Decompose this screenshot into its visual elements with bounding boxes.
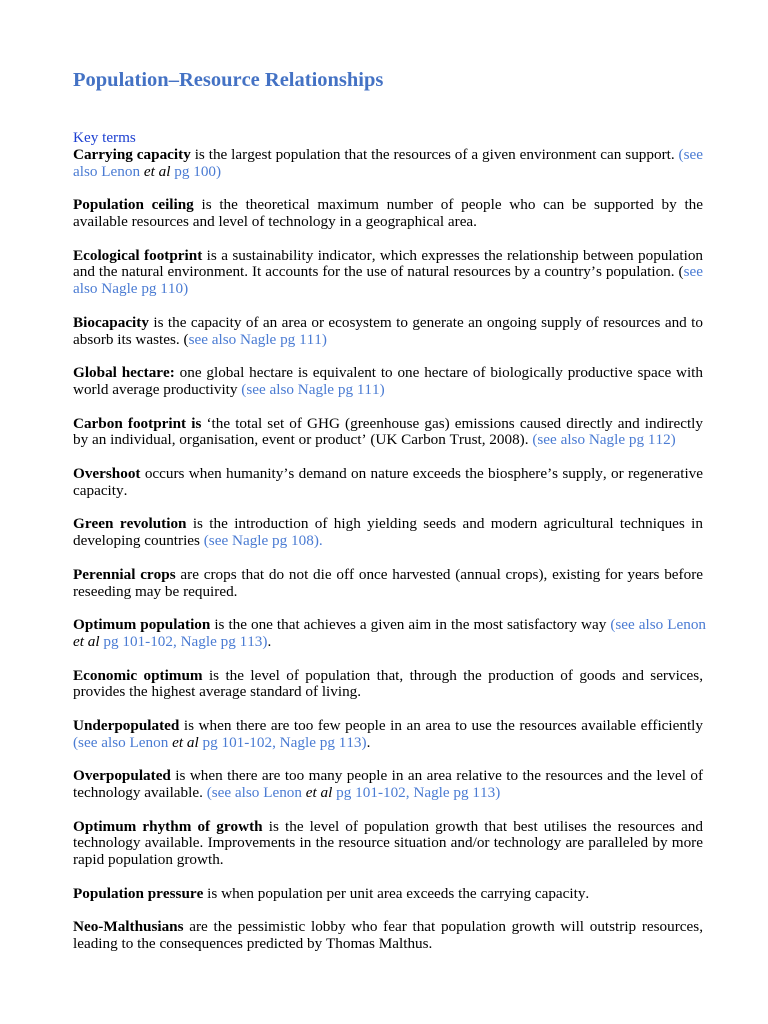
term-definition: is the theoretical maximum number of people who can be supported by the available resources and level of technology in a geographical area. [73, 196, 703, 230]
reference-note: (see also Nagle pg 111) [241, 380, 385, 398]
term-definition: is a sustainability indicator, which expresses the relationship between population and the natural environment. It accounts for the use of natural resources by a country’s population. ( [73, 246, 704, 281]
reference-italic: et al [172, 733, 199, 751]
term-entry [73, 668, 703, 702]
reference-note: (see also Lenon [73, 145, 703, 180]
term-entry [73, 315, 703, 349]
term-entry [73, 819, 703, 869]
term-entry [73, 768, 703, 802]
reference-note: see also Nagle pg 111) [188, 330, 327, 348]
term-definition: is when there are too few people in an area to use the resources available efficiently [179, 716, 703, 734]
term-definition: ‘the total set of GHG (greenhouse gas) emissions caused directly and indirectly by an individual, organisation, event or product’ (UK Carbon Trust, 2008). [73, 414, 703, 449]
reference-note: pg 101-102, Nagle pg 113) [99, 632, 268, 650]
term-definition: occurs when humanity’s demand on nature exceeds the biosphere’s supply, or regenerative capacity. [73, 464, 703, 499]
term-entry [73, 617, 706, 651]
term-name: Carbon footprint is [73, 414, 202, 432]
section-label: Key terms [73, 129, 136, 146]
reference-note: see also Nagle pg 110) [73, 263, 703, 298]
term-entry [73, 147, 703, 181]
term-name: Overpopulated [73, 767, 171, 785]
term-definition: one global hectare is equivalent to one hectare of biologically productive space with world average productivity [73, 364, 703, 398]
key-terms-list [73, 145, 707, 953]
term-name: Ecological footprint [73, 246, 203, 264]
term-name: Economic optimum [73, 666, 203, 684]
term-definition: is when there are too many people in an area relative to the resources and the level of technology available. [73, 767, 703, 802]
term-definition: is the introduction of high yielding seeds and modern agricultural techniques in developing countries [73, 515, 703, 550]
term-name: Overshoot [73, 464, 141, 482]
term-entry [73, 248, 703, 298]
term-definition: are the pessimistic lobby who fear that population growth will outstrip resources, leading to the consequences predicted by Thomas Malthus. [73, 918, 703, 953]
term-definition: is when population per unit area exceeds the carrying capacity. [203, 884, 590, 902]
reference-note: (see Nagle pg 108). [203, 532, 323, 550]
reference-note: pg 101-102, Nagle pg 113) [332, 784, 501, 802]
term-name: Population ceiling [73, 196, 194, 214]
reference-italic: et al [143, 162, 171, 180]
page-title: Population–Resource Relationships [73, 69, 384, 91]
term-entry [73, 516, 703, 550]
term-name: Biocapacity [73, 313, 149, 331]
reference-note: (see also Lenon [206, 784, 306, 802]
term-definition: is the level of population that, through the production of goods and services, provides the highest average standard of living. [73, 666, 703, 701]
term-name: Perennial crops [73, 565, 176, 583]
term-entry [73, 365, 703, 399]
term-definition: are crops that do not die off once harvested (annual crops), existing for years before reseeding may be required. [73, 565, 704, 600]
term-name: Global hectare: [73, 364, 175, 382]
term-name: Optimum population [73, 616, 211, 634]
term-definition: is the level of population growth that best utilises the resources and technology available. Improvements in the resource situation and/or technology are paralleled by more rapid population growth. [73, 817, 703, 869]
term-definition: is the one that achieves a given aim in the most satisfactory way [210, 616, 611, 634]
term-entry [73, 886, 703, 903]
term-name: Optimum rhythm of growth [73, 817, 263, 835]
term-definition: is the largest population that the resources of a given environment can support. [190, 145, 679, 163]
term-name: Green revolution [73, 515, 187, 533]
document-page [73, 68, 707, 970]
term-name: Population pressure [73, 884, 204, 902]
term-entry [73, 718, 703, 752]
term-definition: is the capacity of an area or ecosystem to generate an ongoing supply of resources and to absorb its wastes. ( [73, 313, 703, 348]
term-name: Underpopulated [73, 716, 180, 734]
reference-note: (see also Lenon [610, 616, 707, 634]
term-name: Neo-Malthusians [73, 918, 184, 936]
term-entry [73, 197, 703, 231]
reference-note: (see also Lenon [73, 733, 173, 751]
term-name: Carrying capacity [73, 145, 191, 163]
reference-note: pg 100) [170, 162, 222, 180]
term-entry [73, 416, 703, 450]
reference-italic: et al [305, 784, 333, 802]
term-entry [73, 466, 703, 500]
term-definition: . [366, 733, 371, 751]
term-definition: . [267, 632, 272, 650]
reference-italic: et al [73, 632, 100, 650]
reference-note: pg 101-102, Nagle pg 113) [198, 733, 367, 751]
term-entry [73, 919, 703, 953]
reference-note: (see also Nagle pg 112) [532, 431, 676, 449]
term-entry [73, 567, 703, 601]
